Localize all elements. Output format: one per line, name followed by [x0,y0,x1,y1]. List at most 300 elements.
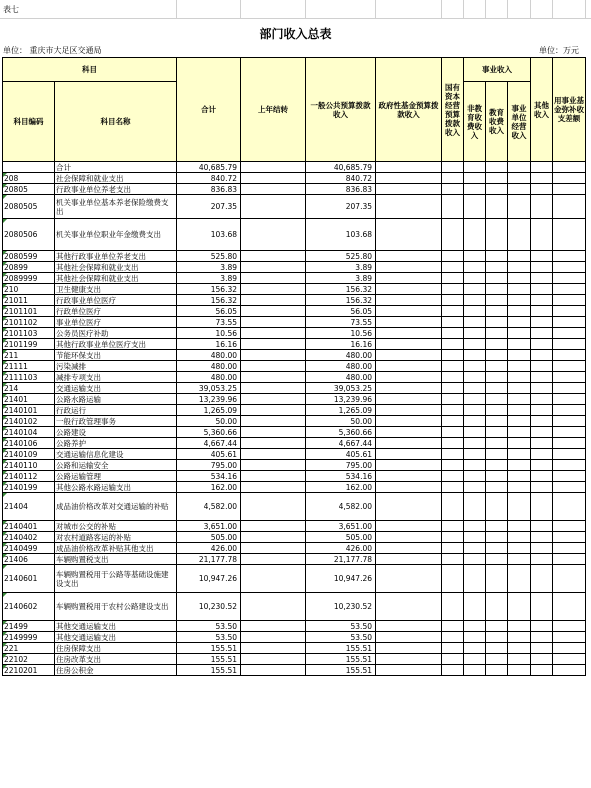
cell-name[interactable] [55,460,177,471]
cell-total[interactable] [177,427,241,438]
cell-empty[interactable] [508,438,531,449]
cell-total[interactable] [177,317,241,328]
cell-empty[interactable] [508,416,531,427]
cell-code[interactable] [3,219,55,251]
cell-total[interactable] [177,162,241,173]
cell-carryover[interactable] [241,317,306,328]
cell-carryover[interactable] [241,493,306,521]
cell-name[interactable] [55,543,177,554]
cell-empty[interactable] [442,449,464,460]
cell-empty[interactable] [464,543,486,554]
cell-code[interactable] [3,184,55,195]
cell-name[interactable] [55,493,177,521]
cell-empty[interactable] [376,219,442,251]
cell-total[interactable] [177,328,241,339]
cell-empty[interactable] [442,654,464,665]
cell-carryover[interactable] [241,219,306,251]
cell-empty[interactable] [486,643,508,654]
cell-code[interactable] [3,251,55,262]
cell-total[interactable] [177,295,241,306]
cell-empty[interactable] [376,565,442,593]
cell-empty[interactable] [464,383,486,394]
cell-empty[interactable] [531,543,553,554]
cell-empty[interactable] [376,273,442,284]
cell-empty[interactable] [376,665,442,676]
cell-empty[interactable] [486,554,508,565]
cell-empty[interactable] [486,632,508,643]
cell-empty[interactable] [553,593,586,621]
cell-empty[interactable] [553,284,586,295]
cell-carryover[interactable] [241,438,306,449]
cell-empty[interactable] [442,643,464,654]
cell-empty[interactable] [553,372,586,383]
cell-empty[interactable] [442,372,464,383]
cell-empty[interactable] [464,372,486,383]
cell-empty[interactable] [464,219,486,251]
cell-empty[interactable] [553,361,586,372]
cell-empty[interactable] [553,416,586,427]
cell-empty[interactable] [531,632,553,643]
cell-empty[interactable] [531,339,553,350]
cell-code[interactable] [3,383,55,394]
cell-empty[interactable] [486,295,508,306]
cell-total[interactable] [177,173,241,184]
cell-carryover[interactable] [241,460,306,471]
cell-general-budget[interactable] [306,593,376,621]
cell-general-budget[interactable] [306,460,376,471]
cell-empty[interactable] [376,438,442,449]
cell-empty[interactable] [486,438,508,449]
cell-empty[interactable] [376,284,442,295]
cell-code[interactable] [3,173,55,184]
cell-empty[interactable] [508,593,531,621]
cell-name[interactable] [55,284,177,295]
cell-empty[interactable] [376,482,442,493]
cell-empty[interactable] [442,427,464,438]
cell-empty[interactable] [553,427,586,438]
cell-empty[interactable] [464,471,486,482]
cell-name[interactable] [55,416,177,427]
cell-empty[interactable] [508,482,531,493]
cell-code[interactable] [3,593,55,621]
cell-empty[interactable] [531,460,553,471]
cell-carryover[interactable] [241,621,306,632]
cell-empty[interactable] [464,306,486,317]
cell-total[interactable] [177,449,241,460]
cell-empty[interactable] [508,427,531,438]
cell-empty[interactable] [553,251,586,262]
cell-empty[interactable] [508,328,531,339]
cell-empty[interactable] [531,593,553,621]
cell-empty[interactable] [486,521,508,532]
cell-general-budget[interactable] [306,632,376,643]
cell-general-budget[interactable] [306,449,376,460]
cell-empty[interactable] [442,621,464,632]
cell-empty[interactable] [508,295,531,306]
cell-name[interactable] [55,361,177,372]
cell-empty[interactable] [553,554,586,565]
cell-empty[interactable] [531,372,553,383]
cell-name[interactable] [55,554,177,565]
cell-empty[interactable] [553,295,586,306]
cell-empty[interactable] [486,173,508,184]
cell-total[interactable] [177,665,241,676]
cell-empty[interactable] [553,460,586,471]
cell-empty[interactable] [464,521,486,532]
cell-code[interactable] [3,195,55,219]
cell-empty[interactable] [486,427,508,438]
cell-empty[interactable] [464,195,486,219]
cell-total[interactable] [177,394,241,405]
cell-empty[interactable] [442,593,464,621]
cell-empty[interactable] [531,532,553,543]
cell-empty[interactable] [486,532,508,543]
cell-general-budget[interactable] [306,554,376,565]
cell-general-budget[interactable] [306,317,376,328]
cell-empty[interactable] [486,621,508,632]
cell-empty[interactable] [464,643,486,654]
cell-empty[interactable] [553,471,586,482]
cell-empty[interactable] [464,162,486,173]
cell-carryover[interactable] [241,184,306,195]
cell-total[interactable] [177,438,241,449]
cell-code[interactable] [3,405,55,416]
cell-empty[interactable] [442,273,464,284]
cell-empty[interactable] [553,654,586,665]
cell-total[interactable] [177,195,241,219]
cell-empty[interactable] [508,532,531,543]
cell-empty[interactable] [486,593,508,621]
cell-name[interactable] [55,195,177,219]
cell-code[interactable] [3,350,55,361]
cell-code[interactable] [3,339,55,350]
cell-empty[interactable] [486,394,508,405]
cell-carryover[interactable] [241,339,306,350]
cell-total[interactable] [177,350,241,361]
cell-carryover[interactable] [241,554,306,565]
cell-empty[interactable] [553,665,586,676]
cell-empty[interactable] [376,521,442,532]
cell-general-budget[interactable] [306,394,376,405]
cell-code[interactable] [3,521,55,532]
cell-empty[interactable] [442,173,464,184]
cell-general-budget[interactable] [306,665,376,676]
cell-empty[interactable] [531,554,553,565]
cell-empty[interactable] [376,317,442,328]
cell-carryover[interactable] [241,405,306,416]
cell-empty[interactable] [464,621,486,632]
cell-general-budget[interactable] [306,339,376,350]
cell-name[interactable] [55,449,177,460]
cell-empty[interactable] [553,184,586,195]
cell-empty[interactable] [508,350,531,361]
cell-general-budget[interactable] [306,543,376,554]
cell-code[interactable] [3,460,55,471]
cell-name[interactable] [55,328,177,339]
cell-total[interactable] [177,306,241,317]
cell-empty[interactable] [531,643,553,654]
cell-empty[interactable] [376,449,442,460]
cell-empty[interactable] [442,554,464,565]
cell-empty[interactable] [376,427,442,438]
cell-empty[interactable] [553,493,586,521]
cell-empty[interactable] [376,184,442,195]
cell-empty[interactable] [531,427,553,438]
cell-empty[interactable] [553,173,586,184]
cell-carryover[interactable] [241,565,306,593]
cell-name[interactable] [55,482,177,493]
cell-name[interactable] [55,565,177,593]
cell-empty[interactable] [508,306,531,317]
cell-empty[interactable] [442,251,464,262]
cell-empty[interactable] [531,565,553,593]
cell-empty[interactable] [553,449,586,460]
cell-empty[interactable] [464,460,486,471]
cell-total[interactable] [177,554,241,565]
cell-general-budget[interactable] [306,173,376,184]
cell-empty[interactable] [486,219,508,251]
cell-empty[interactable] [464,438,486,449]
cell-empty[interactable] [376,251,442,262]
cell-code[interactable] [3,543,55,554]
cell-empty[interactable] [553,543,586,554]
cell-empty[interactable] [464,449,486,460]
cell-code[interactable] [3,643,55,654]
cell-empty[interactable] [508,372,531,383]
cell-empty[interactable] [486,361,508,372]
cell-empty[interactable] [486,654,508,665]
cell-code[interactable] [3,262,55,273]
cell-code[interactable] [3,361,55,372]
cell-empty[interactable] [442,383,464,394]
cell-code[interactable] [3,372,55,383]
cell-total[interactable] [177,284,241,295]
cell-carryover[interactable] [241,394,306,405]
cell-empty[interactable] [464,184,486,195]
cell-empty[interactable] [531,328,553,339]
cell-empty[interactable] [464,554,486,565]
cell-empty[interactable] [531,184,553,195]
cell-empty[interactable] [508,565,531,593]
cell-empty[interactable] [508,383,531,394]
cell-total[interactable] [177,460,241,471]
cell-total[interactable] [177,654,241,665]
cell-general-budget[interactable] [306,162,376,173]
cell-name[interactable] [55,665,177,676]
cell-empty[interactable] [553,306,586,317]
cell-empty[interactable] [553,195,586,219]
cell-general-budget[interactable] [306,383,376,394]
cell-empty[interactable] [531,284,553,295]
cell-empty[interactable] [553,317,586,328]
cell-carryover[interactable] [241,383,306,394]
cell-carryover[interactable] [241,482,306,493]
cell-name[interactable] [55,251,177,262]
cell-empty[interactable] [464,427,486,438]
cell-empty[interactable] [486,493,508,521]
cell-empty[interactable] [464,262,486,273]
cell-empty[interactable] [531,394,553,405]
cell-empty[interactable] [508,643,531,654]
cell-total[interactable] [177,521,241,532]
cell-empty[interactable] [553,273,586,284]
cell-name[interactable] [55,521,177,532]
cell-general-budget[interactable] [306,273,376,284]
cell-carryover[interactable] [241,471,306,482]
cell-total[interactable] [177,493,241,521]
cell-name[interactable] [55,262,177,273]
cell-empty[interactable] [553,521,586,532]
cell-empty[interactable] [531,416,553,427]
cell-empty[interactable] [553,219,586,251]
cell-empty[interactable] [508,162,531,173]
cell-carryover[interactable] [241,262,306,273]
cell-empty[interactable] [508,317,531,328]
cell-name[interactable] [55,162,177,173]
cell-name[interactable] [55,372,177,383]
cell-empty[interactable] [508,405,531,416]
cell-name[interactable] [55,317,177,328]
cell-name[interactable] [55,339,177,350]
cell-empty[interactable] [376,632,442,643]
cell-empty[interactable] [442,184,464,195]
cell-empty[interactable] [486,543,508,554]
cell-total[interactable] [177,184,241,195]
cell-name[interactable] [55,632,177,643]
cell-empty[interactable] [464,173,486,184]
cell-empty[interactable] [486,328,508,339]
cell-empty[interactable] [376,195,442,219]
cell-empty[interactable] [531,306,553,317]
cell-empty[interactable] [531,219,553,251]
cell-name[interactable] [55,173,177,184]
cell-name[interactable] [55,394,177,405]
cell-total[interactable] [177,593,241,621]
cell-empty[interactable] [531,195,553,219]
cell-empty[interactable] [376,643,442,654]
cell-empty[interactable] [442,339,464,350]
cell-empty[interactable] [464,665,486,676]
cell-code[interactable] [3,438,55,449]
cell-empty[interactable] [508,471,531,482]
cell-general-budget[interactable] [306,565,376,593]
cell-empty[interactable] [486,339,508,350]
cell-empty[interactable] [508,339,531,350]
cell-empty[interactable] [464,632,486,643]
cell-empty[interactable] [486,416,508,427]
cell-empty[interactable] [442,317,464,328]
cell-empty[interactable] [553,162,586,173]
cell-carryover[interactable] [241,427,306,438]
cell-general-budget[interactable] [306,438,376,449]
cell-total[interactable] [177,543,241,554]
cell-empty[interactable] [553,532,586,543]
cell-empty[interactable] [486,405,508,416]
cell-empty[interactable] [442,632,464,643]
cell-empty[interactable] [464,295,486,306]
cell-carryover[interactable] [241,521,306,532]
cell-empty[interactable] [553,632,586,643]
cell-name[interactable] [55,471,177,482]
cell-carryover[interactable] [241,361,306,372]
cell-empty[interactable] [553,643,586,654]
cell-empty[interactable] [486,251,508,262]
cell-general-budget[interactable] [306,195,376,219]
cell-empty[interactable] [376,262,442,273]
cell-name[interactable] [55,643,177,654]
cell-empty[interactable] [486,162,508,173]
cell-empty[interactable] [442,328,464,339]
cell-empty[interactable] [464,317,486,328]
cell-empty[interactable] [531,665,553,676]
cell-empty[interactable] [531,162,553,173]
cell-general-budget[interactable] [306,532,376,543]
cell-total[interactable] [177,532,241,543]
cell-empty[interactable] [486,372,508,383]
cell-empty[interactable] [464,273,486,284]
cell-empty[interactable] [486,284,508,295]
cell-empty[interactable] [376,350,442,361]
cell-empty[interactable] [376,306,442,317]
cell-general-budget[interactable] [306,184,376,195]
cell-empty[interactable] [486,195,508,219]
cell-code[interactable] [3,654,55,665]
cell-name[interactable] [55,295,177,306]
cell-empty[interactable] [486,565,508,593]
cell-code[interactable] [3,427,55,438]
cell-empty[interactable] [508,195,531,219]
cell-general-budget[interactable] [306,482,376,493]
cell-empty[interactable] [464,394,486,405]
cell-carryover[interactable] [241,643,306,654]
cell-general-budget[interactable] [306,361,376,372]
cell-carryover[interactable] [241,306,306,317]
cell-empty[interactable] [442,350,464,361]
cell-empty[interactable] [531,317,553,328]
cell-empty[interactable] [553,328,586,339]
cell-empty[interactable] [553,394,586,405]
cell-empty[interactable] [531,438,553,449]
cell-carryover[interactable] [241,173,306,184]
cell-empty[interactable] [531,383,553,394]
cell-carryover[interactable] [241,593,306,621]
cell-empty[interactable] [531,471,553,482]
cell-empty[interactable] [376,654,442,665]
cell-empty[interactable] [442,394,464,405]
cell-general-budget[interactable] [306,416,376,427]
cell-carryover[interactable] [241,654,306,665]
cell-empty[interactable] [376,471,442,482]
cell-empty[interactable] [464,493,486,521]
cell-empty[interactable] [442,565,464,593]
cell-empty[interactable] [376,493,442,521]
cell-name[interactable] [55,350,177,361]
cell-empty[interactable] [531,493,553,521]
cell-empty[interactable] [486,449,508,460]
cell-total[interactable] [177,632,241,643]
cell-empty[interactable] [376,543,442,554]
cell-empty[interactable] [442,162,464,173]
cell-carryover[interactable] [241,195,306,219]
cell-code[interactable] [3,394,55,405]
cell-empty[interactable] [486,262,508,273]
cell-code[interactable] [3,632,55,643]
cell-general-budget[interactable] [306,350,376,361]
cell-empty[interactable] [442,262,464,273]
cell-carryover[interactable] [241,251,306,262]
cell-empty[interactable] [508,184,531,195]
cell-general-budget[interactable] [306,372,376,383]
